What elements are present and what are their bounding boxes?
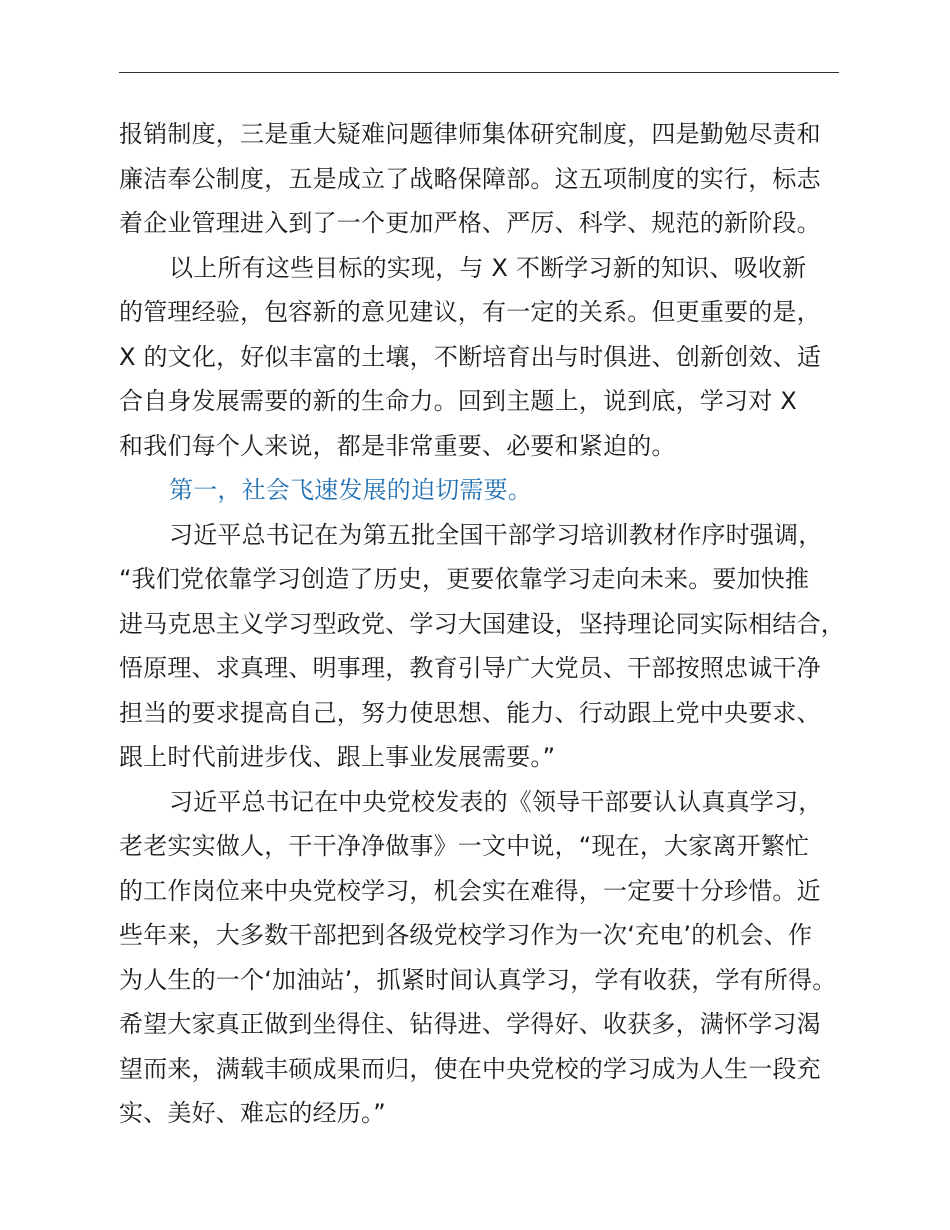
text-line: 习近平总书记在为第五批全国干部学习培训教材作序时强调， — [169, 520, 823, 549]
text-line: 悟原理、求真理、明事理，教育引导广大党员、干部按照忠诚干净 — [119, 654, 821, 682]
paragraph — [119, 513, 859, 780]
document-body — [119, 112, 859, 1136]
text-line: X 的文化，好似丰富的土壤，不断培育出与时俱进、创新创效、适 — [119, 342, 822, 371]
text-line: 望而来，满载丰硕成果而归，使在中央党校的学习成为人生一段充 — [119, 1054, 821, 1083]
text-line: 的工作岗位来中央党校学习，机会实在难得，一定要十分珍惜。近 — [119, 876, 821, 905]
text-line: 进马克思主义学习型政党、学习大国建设，坚持理论同实际相结合， — [119, 609, 845, 638]
text-line: 跟上时代前进步伐、跟上事业发展需要。” — [119, 743, 556, 771]
text-line: 担当的要求提高自己，努力使思想、能力、行动跟上党中央要求、 — [119, 698, 821, 727]
text-line: 廉洁奉公制度，五是成立了战略保障部。这五项制度的实行，标志 — [119, 164, 821, 193]
text-line: 合自身发展需要的新的生命力。回到主题上，说到底，学习对 X — [119, 387, 797, 415]
text-line: 以上所有这些目标的实现，与 X 不断学习新的知识、吸收新 — [169, 253, 807, 282]
text-line: 些年来，大多数干部把到各级党校学习作为一次‘充电’的机会、作 — [119, 921, 813, 949]
text-line: 习近平总书记在中央党校发表的《领导干部要认认真真学习， — [169, 787, 823, 816]
paragraph — [119, 246, 859, 469]
text-line: 老老实实做人，干干净净做事》一文中说，“现在，大家离开繁忙 — [119, 832, 810, 860]
text-line: “我们党依靠学习创造了历史，更要依靠学习走向未来。要加快推 — [119, 565, 810, 593]
paragraph — [119, 112, 859, 246]
text-line: 的管理经验，包容新的意见建议，有一定的关系。但更重要的是， — [119, 298, 821, 326]
text-line: 着企业管理进入到了一个更加严格、严厉、科学、规范的新阶段。 — [119, 209, 821, 237]
text-line: 实、美好、难忘的经历。” — [119, 1099, 386, 1127]
text-line: 和我们每个人来说，都是非常重要、必要和紧迫的。 — [119, 431, 676, 460]
text-line: 报销制度，三是重大疑难问题律师集体研究制度，四是勤勉尽责和 — [119, 120, 821, 148]
heading-line: 第一，社会飞速发展的迫切需要。 — [169, 476, 532, 504]
text-line: 为人生的一个‘加油站’，抓紧时间认真学习，学有收获，学有所得。 — [119, 965, 837, 994]
header-rule — [119, 72, 839, 73]
section-heading — [119, 468, 859, 513]
paragraph — [119, 780, 859, 1136]
text-line: 希望大家真正做到坐得住、钻得进、学得好、收获多，满怀学习渴 — [119, 1010, 821, 1038]
